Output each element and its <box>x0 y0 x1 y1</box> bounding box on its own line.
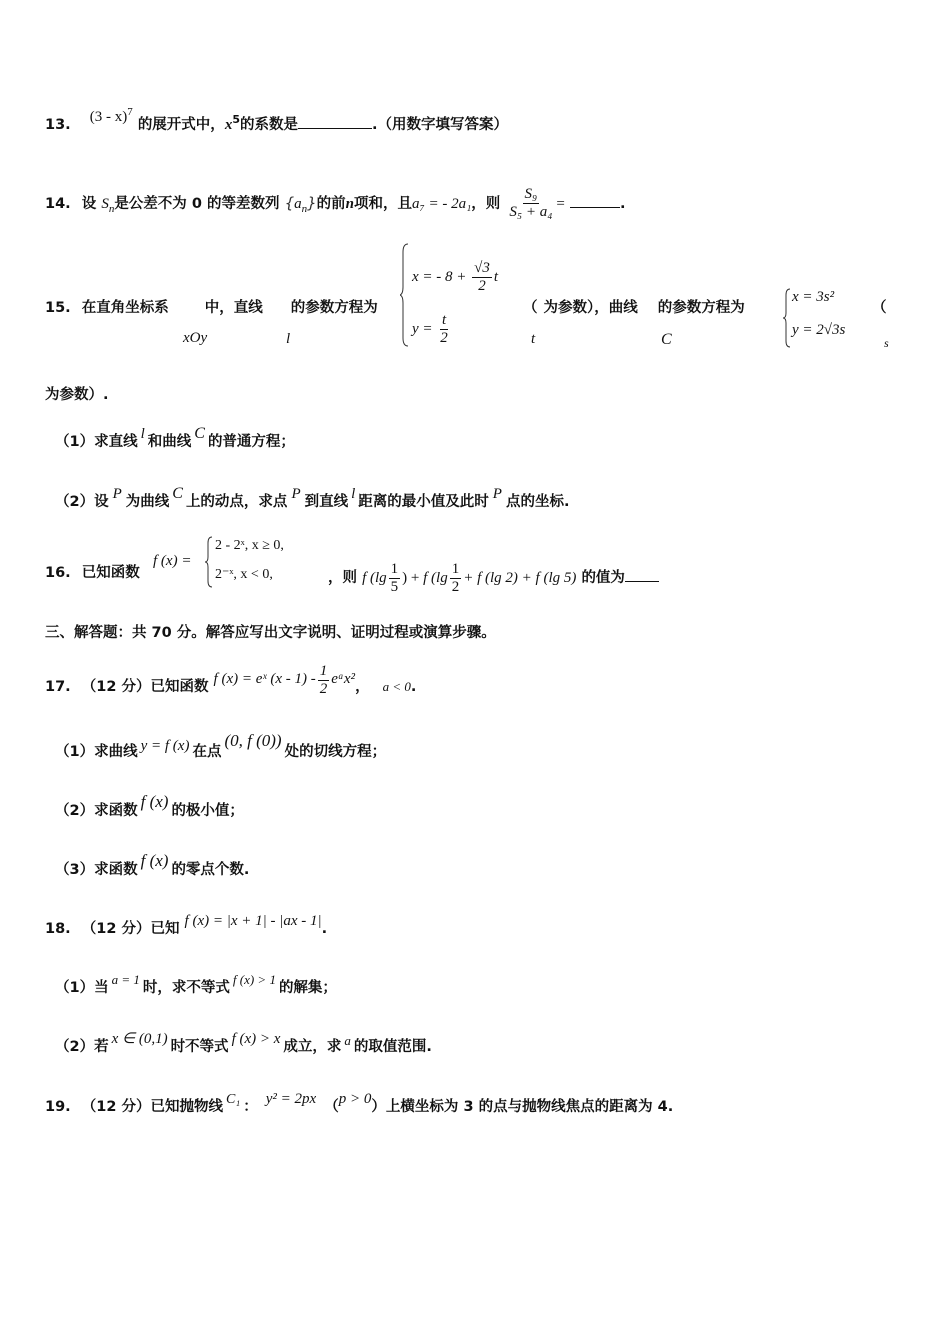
question-text: .（用数字填写答案） <box>371 117 508 133</box>
case-1: 2 - 2ˣ, x ≥ 0, <box>215 538 284 553</box>
equals-sign: = <box>556 195 565 212</box>
line-eq-y-lhs: y = <box>412 321 433 338</box>
question-text: 为参数）. <box>45 387 109 403</box>
curve-parametric-system <box>783 287 873 349</box>
math-t: t <box>531 331 536 347</box>
question-number: 18. <box>45 921 71 937</box>
question-13 <box>45 106 508 134</box>
question-text: 的参数方程为 <box>657 300 745 316</box>
denominator: 2 <box>451 579 460 596</box>
question-text: （ <box>872 300 887 316</box>
numerator: t <box>440 312 448 330</box>
question-text: 的展开式中， <box>137 117 225 133</box>
answer-blank[interactable] <box>625 581 659 582</box>
math-fraction <box>507 186 554 222</box>
math-point: (0, f (0)) <box>224 731 282 750</box>
part-text: 的取值范围. <box>353 1039 432 1055</box>
part-text: 处的切线方程； <box>284 744 387 760</box>
question-text: 为参数），曲线 <box>543 300 638 316</box>
numerator: 1 <box>450 561 462 579</box>
period: . <box>619 195 626 212</box>
question-17-part-1 <box>55 731 387 761</box>
part-text: 为曲线 <box>125 494 170 510</box>
period: . <box>410 678 417 695</box>
part-text: 时，求不等式 <box>142 980 230 996</box>
math-expression: f (x) = eˣ (x - 1) - <box>213 670 316 687</box>
score: （12 分） <box>81 1099 151 1115</box>
part-text: （2）设 <box>55 494 109 510</box>
period: . <box>321 921 328 937</box>
fraction-denominator: S₅ + a₄ <box>509 204 553 221</box>
question-18 <box>45 913 328 938</box>
denominator: 2 <box>440 330 448 347</box>
score: （12 分） <box>81 921 151 937</box>
denominator: 2 <box>319 681 328 698</box>
math-condition: p > 0 <box>338 1091 372 1107</box>
math-fx: f (x) = <box>153 553 192 569</box>
question-15-part-2 <box>55 485 570 511</box>
question-number: 16. <box>45 565 71 581</box>
question-text: 项和，且 <box>354 195 412 212</box>
question-16 <box>45 561 140 582</box>
answer-blank[interactable] <box>570 207 620 208</box>
math-l: l <box>140 426 145 442</box>
paren-close: ） <box>371 1099 386 1115</box>
one-fifth <box>389 561 401 597</box>
math-condition: a = 1 <box>111 972 140 987</box>
answer-blank[interactable] <box>298 128 372 129</box>
part-text: （1）当 <box>55 980 109 996</box>
question-text: 的值为 <box>581 570 625 587</box>
question-15-cont <box>523 296 745 317</box>
line-eq-x-lhs: x = - 8 + <box>412 269 467 286</box>
question-text: ，则 <box>328 570 357 587</box>
math-p: P <box>112 486 122 502</box>
close-plus: ) + <box>402 570 420 587</box>
math-c: C <box>194 425 205 442</box>
math-xoy: xOy <box>183 330 208 346</box>
part-text: （2）若 <box>55 1039 109 1055</box>
question-17 <box>45 663 417 705</box>
math-sequence: $\{a_n\}$ <box>284 193 317 215</box>
math-condition: a₇ = - 2a₁ <box>412 195 472 212</box>
sn-subscript: n <box>108 202 115 215</box>
math-l: l <box>351 486 356 502</box>
math-expression: f (x) = |x + 1| - |ax - 1| <box>184 913 322 929</box>
math-sum <box>362 561 577 596</box>
math-c: C <box>172 485 183 502</box>
math-fx: f (x) <box>140 792 169 811</box>
math-l: l <box>286 331 291 347</box>
part-text: 在点 <box>192 744 222 760</box>
part-text: 时不等式 <box>170 1039 229 1055</box>
math-sn <box>101 195 115 215</box>
an-symbol: a <box>294 195 302 212</box>
math-fx: f (x) <box>140 851 169 870</box>
math-inequality: f (x) > 1 <box>232 972 276 987</box>
question-text: 的系数是 <box>239 117 298 133</box>
line-eq-y <box>412 312 452 348</box>
question-18-part-1 <box>55 972 337 997</box>
question-text: ， <box>355 678 370 695</box>
part-text: 点的坐标. <box>505 494 570 510</box>
variable-n: n <box>345 195 354 212</box>
numerator: 1 <box>389 561 401 579</box>
question-16-cont <box>328 561 659 597</box>
part-text: 的解集； <box>278 980 337 996</box>
brace-icon <box>400 242 410 348</box>
question-text: 已知抛物线 <box>150 1099 223 1115</box>
part-text: （1）求直线 <box>55 434 138 450</box>
part-text: （1）求曲线 <box>55 744 138 760</box>
part-text: （2）求函数 <box>55 803 138 819</box>
math-inequality: f (x) > x <box>231 1031 281 1047</box>
math-s: s <box>884 336 889 350</box>
question-text: （ <box>523 300 538 316</box>
case-2: 2⁻ˣ, x < 0, <box>215 567 273 582</box>
one-half <box>450 561 462 597</box>
sqrt3-over-2 <box>472 260 492 296</box>
t-over-2 <box>438 312 450 348</box>
math-expression: y = f (x) <box>140 738 190 754</box>
section-heading: 三、解答题：共 70 分。解答应写出文字说明、证明过程或演算步骤。 <box>45 625 496 641</box>
sn-symbol: S <box>101 195 109 212</box>
part-text: 的普通方程； <box>207 434 295 450</box>
line-eq-x <box>412 260 498 296</box>
question-text: 上横坐标为 3 的点与抛物线焦点的距离为 4. <box>385 1099 674 1115</box>
part-text: 到直线 <box>304 494 349 510</box>
question-18-part-2 <box>55 1031 432 1056</box>
math-p: P <box>291 486 301 502</box>
question-17-part-2 <box>55 792 244 820</box>
question-text: ，则 <box>471 195 501 212</box>
question-19 <box>45 1091 674 1116</box>
score: （12 分） <box>81 678 151 695</box>
curve-eq-x: x = 3s² <box>792 289 835 305</box>
one-half <box>318 663 330 699</box>
f-lg: f (lg <box>423 570 448 587</box>
part-text: 和曲线 <box>147 434 192 450</box>
math-c: C <box>661 331 672 348</box>
math-condition: a < 0 <box>382 678 411 694</box>
question-text: 设 <box>81 195 97 212</box>
part-text: 距离的最小值及此时 <box>358 494 489 510</box>
question-17-part-3 <box>55 851 250 879</box>
brace-icon <box>205 535 213 589</box>
denominator: 5 <box>390 579 399 596</box>
part-text: 成立，求 <box>283 1039 342 1055</box>
math-c1: C₁ <box>225 1092 241 1107</box>
param-t: t <box>493 269 499 286</box>
f-lg: f (lg <box>362 570 387 587</box>
part-text: 的零点个数. <box>171 862 250 878</box>
question-text: 的前 <box>316 195 346 212</box>
math-expression-tail: eᵃx² <box>331 670 356 687</box>
curve-eq-y: y = 2√3s <box>792 322 846 338</box>
numerator: 1 <box>318 663 330 681</box>
question-number: 17. <box>45 678 71 695</box>
math-parabola: y² = 2px <box>265 1091 317 1107</box>
question-text: 中，直线 <box>204 300 263 316</box>
question-number: 13. <box>45 117 71 133</box>
question-text: 的参数方程为 <box>290 300 378 316</box>
question-15 <box>45 296 378 317</box>
question-text: 已知 <box>150 921 180 937</box>
tail-expression: + f (lg 2) + f (lg 5) <box>463 570 577 587</box>
line-parametric-system <box>400 242 520 348</box>
question-text: 已知函数 <box>150 678 209 695</box>
math-expression <box>89 106 133 125</box>
colon: ： <box>243 1099 258 1115</box>
paren-open: （ <box>324 1099 339 1115</box>
variable-exponent: 5 <box>232 113 240 127</box>
question-text: 在直角坐标系 <box>81 300 169 316</box>
variable: x <box>224 117 233 133</box>
question-number: 19. <box>45 1099 71 1115</box>
numerator: √3 <box>472 260 492 278</box>
question-number: 14. <box>45 195 71 212</box>
math-p: P <box>492 486 502 502</box>
math-condition: x ∈ (0,1) <box>111 1031 168 1047</box>
piecewise-function <box>205 535 325 589</box>
part-text: 上的动点，求点 <box>185 494 288 510</box>
question-15-part-1 <box>55 425 295 451</box>
fraction-numerator: S₉ <box>523 186 540 204</box>
expr-exponent: 7 <box>127 106 133 118</box>
expr-base: (3 - x) <box>89 109 128 125</box>
part-text: （3）求函数 <box>55 862 138 878</box>
question-number: 15. <box>45 300 71 316</box>
brace-icon <box>783 287 791 349</box>
denominator: 2 <box>478 278 486 295</box>
question-text: 是公差不为 0 的等差数列 <box>114 195 280 212</box>
question-text: 已知函数 <box>81 565 140 581</box>
question-14 <box>45 186 625 222</box>
math-a: a <box>344 1033 351 1048</box>
an-subscript: n <box>301 202 308 215</box>
part-text: 的极小值； <box>171 803 244 819</box>
